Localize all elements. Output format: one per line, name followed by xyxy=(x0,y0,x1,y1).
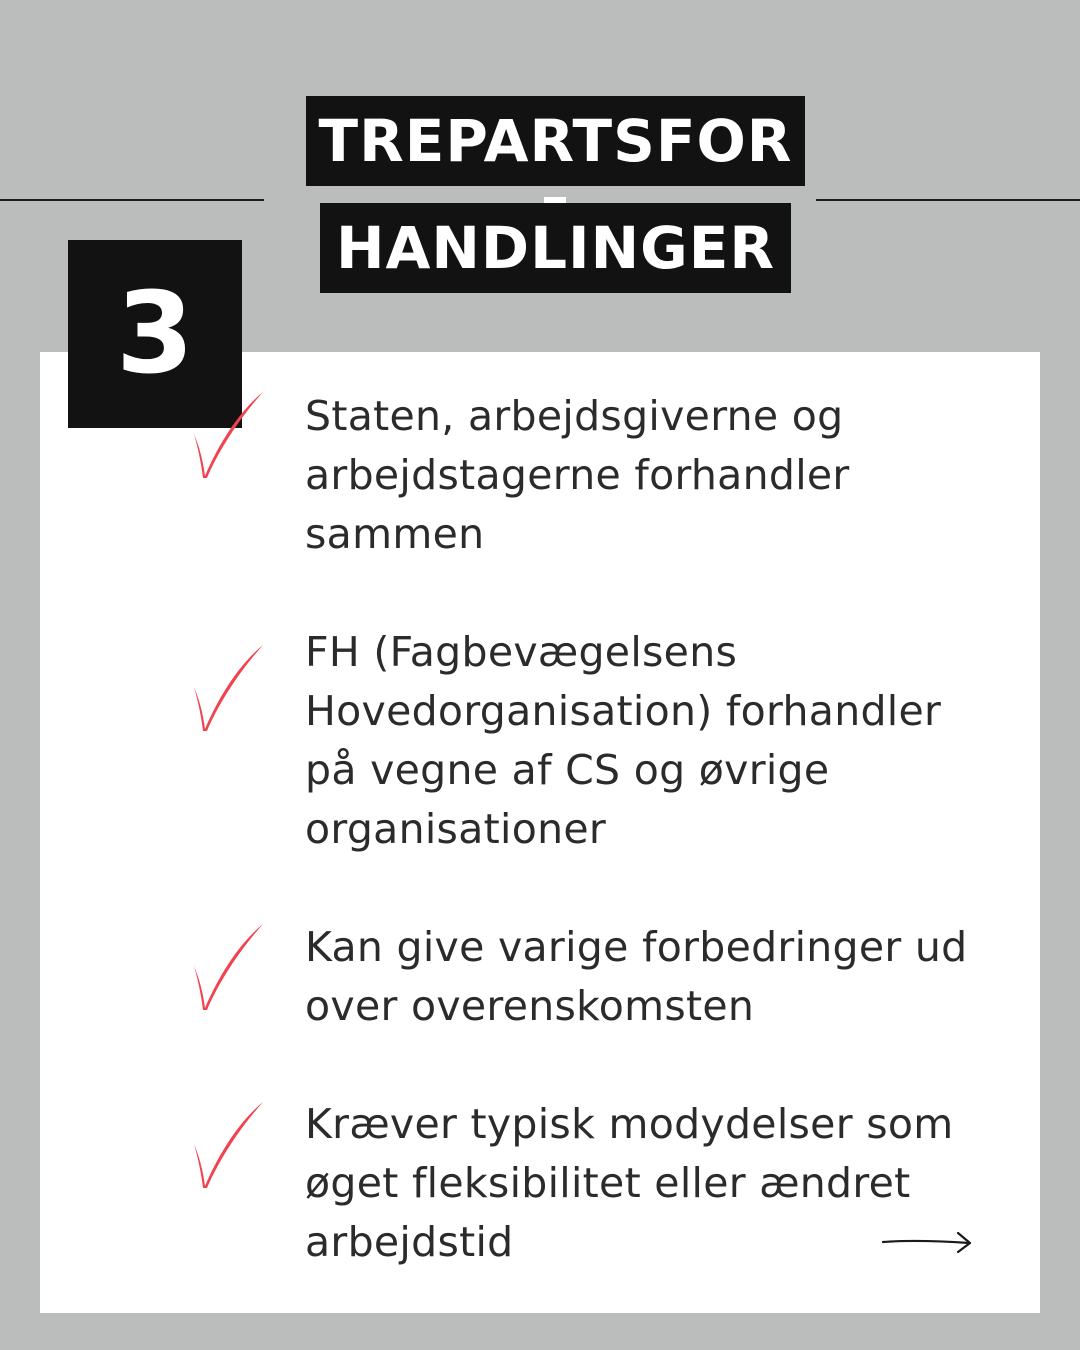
step-number-badge: 3 xyxy=(68,240,242,428)
title-line-1: TREPARTSFOR xyxy=(306,96,805,186)
title-line-2: HANDLINGER xyxy=(320,203,791,293)
checkmark-icon xyxy=(190,1100,266,1192)
checkmark-icon xyxy=(190,643,266,735)
checkmark-icon xyxy=(190,390,266,482)
header-rule-left xyxy=(0,199,264,201)
list-item-text-1: Staten, arbejdsgiverne og arbejdstagerne forhandler sammen xyxy=(305,392,850,558)
header-rule-right xyxy=(816,199,1080,201)
list-item-text-4: Kræver typisk modydelser som øget fleksibilitet eller ændret arbejdstid xyxy=(305,1100,954,1266)
checkmark-icon xyxy=(190,922,266,1014)
list-item-text-2: FH (Fagbevægelsens Hovedorganisation) forhandler på vegne af CS og øvrige organisationer xyxy=(305,628,942,853)
right-arrow-icon[interactable] xyxy=(880,1228,974,1256)
list-item-text-3: Kan give varige forbedringer ud over overenskomsten xyxy=(305,923,968,1030)
